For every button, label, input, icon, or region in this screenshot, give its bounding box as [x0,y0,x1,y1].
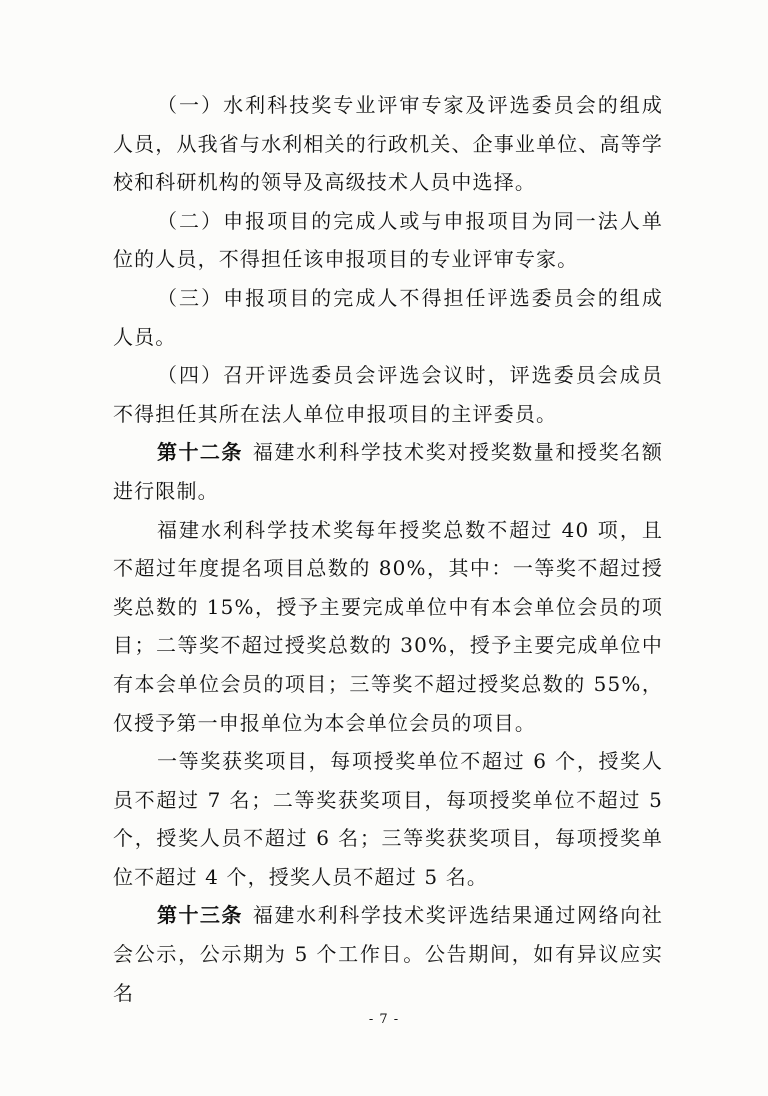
paragraph-item-4 [113,356,663,433]
paragraph-item-3 [113,279,663,356]
page-number: - 7 - [368,1012,400,1027]
paragraph-text: 福建水利科学技术奖对授奖数量和授奖名额进行限制。 [113,440,663,503]
paragraph-text: （四）召开评选委员会评选会议时，评选委员会成员不得担任其所在法人单位申报项目的主评委员。 [113,363,663,426]
article-heading: 第十三条 [157,903,243,928]
paragraph-text: 福建水利科学技术奖每年授奖总数不超过 40 项，且不超过年度提名项目总数的 80%，其中：一等奖不超过授奖总数的 15%，授予主要完成单位中有本会单位会员的项目；二等奖不超过授奖总数的 30%，授予主要完成单位中有本会单位会员的项目；三等奖不超过授奖总数的 55%，仅授予第一申报单位为本会单位会员的项目。 [113,517,663,735]
paragraph-text: 福建水利科学技术奖评选结果通过网络向社会公示，公示期为 5 个工作日。公告期间，如有异议应实名 [113,903,663,1005]
paragraph-item-1 [113,86,663,202]
article-heading: 第十二条 [157,440,243,465]
award-quota-paragraph [113,742,663,896]
document-body [113,86,663,1012]
award-limit-paragraph [113,511,663,743]
paragraph-text: （三）申报项目的完成人不得担任评选委员会的组成人员。 [113,285,663,349]
article-13 [113,896,663,1012]
paragraph-text: 一等奖获奖项目，每项授奖单位不超过 6 个，授奖人员不超过 7 名；二等奖获奖项目，每项授奖单位不超过 5 个，授奖人员不超过 6 名；三等奖获奖项目，每项授奖单位不超过 4 个，授奖人员不超过 5 名。 [113,749,663,889]
paragraph-text: （一）水利科技奖专业评审专家及评选委员会的组成人员，从我省与水利相关的行政机关、企事业单位、高等学校和科研机构的领导及高级技术人员中选择。 [113,93,663,195]
paragraph-text: （二）申报项目的完成人或与申报项目为同一法人单位的人员，不得担任该申报项目的专业评审专家。 [113,208,663,272]
article-12 [113,433,663,510]
paragraph-item-2 [113,202,663,279]
